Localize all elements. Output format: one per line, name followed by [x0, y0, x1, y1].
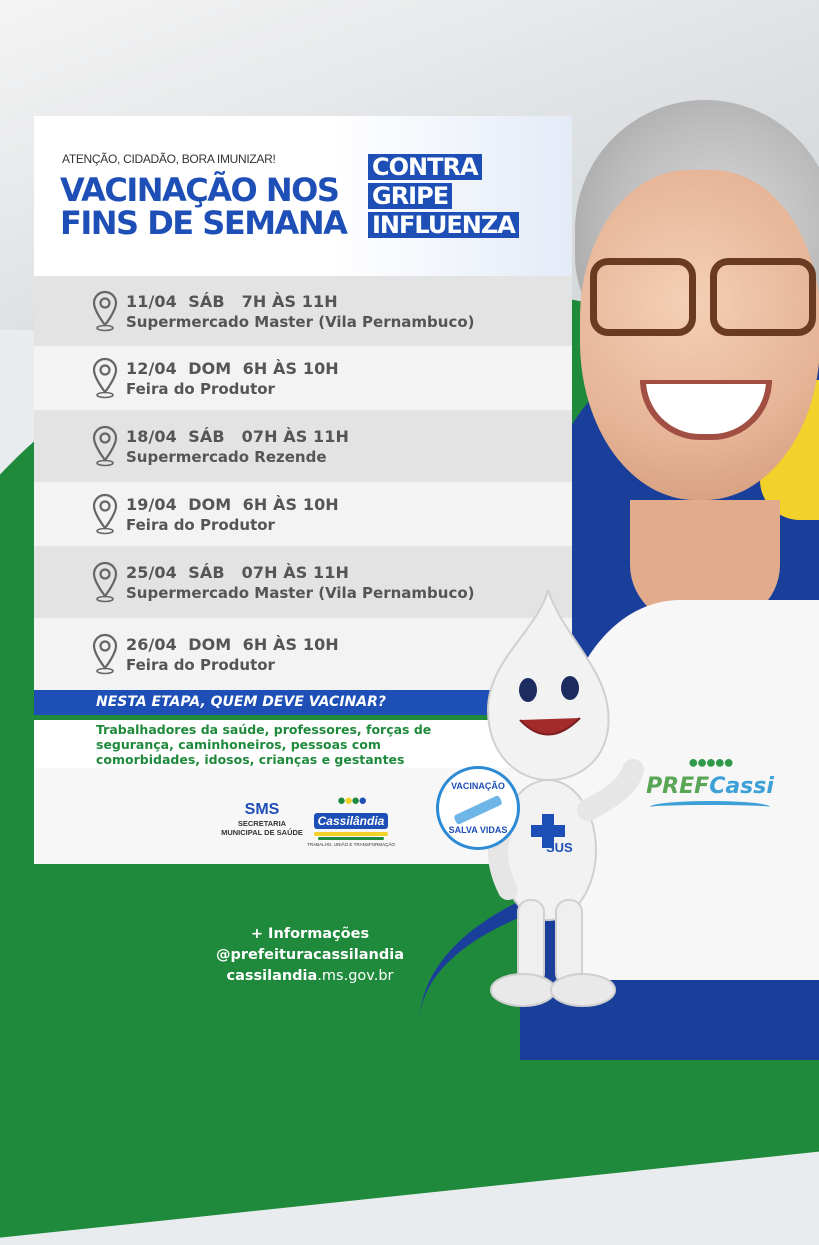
website-name: cassilandia — [226, 968, 318, 984]
people-icon: ●●●● — [336, 792, 366, 809]
schedule-location: Supermercado Master (Vila Pernambuco) — [126, 583, 475, 602]
list-item — [34, 482, 572, 546]
schedule-location: Supermercado Rezende — [126, 447, 327, 466]
sms-logo-sub1: SECRETARIA — [237, 819, 287, 828]
cassilandia-logo-text: Cassilândia — [314, 813, 389, 829]
schedule-date-time: 11/04 SÁB 7H ÀS 11H — [126, 291, 338, 311]
list-item — [34, 276, 572, 346]
map-pin-icon — [92, 633, 118, 675]
campaign-word-1: CONTRA — [368, 154, 482, 180]
etapa-title: NESTA ETAPA, QUEM DEVE VACINAR? — [96, 694, 386, 710]
map-pin-icon — [92, 290, 118, 332]
schedule-location: Supermercado Master (Vila Pernambuco) — [126, 312, 475, 331]
sms-logo-text: SMS — [244, 801, 280, 818]
photo-glasses-left — [590, 258, 696, 336]
card-header — [34, 116, 572, 276]
campaign-label — [368, 154, 519, 241]
list-item — [34, 410, 572, 482]
schedule-location: Feira do Produtor — [126, 655, 275, 674]
prefcassi-logo — [640, 752, 780, 822]
tagline: ATENÇÃO, CIDADÃO, BORA IMUNIZAR! — [62, 152, 276, 166]
schedule-date-time: 19/04 DOM 6H ÀS 10H — [126, 494, 339, 514]
vacinacao-badge — [436, 766, 520, 850]
cassilandia-logo — [306, 792, 396, 847]
map-pin-icon — [92, 561, 118, 603]
syringe-icon — [453, 795, 503, 825]
schedule-date-time: 25/04 SÁB 07H ÀS 11H — [126, 562, 349, 582]
sms-logo-sub2: MUNICIPAL DE SAÚDE — [221, 828, 303, 837]
campaign-word-2: GRIPE — [368, 183, 452, 209]
map-pin-icon — [92, 425, 118, 467]
instagram-handle[interactable]: @prefeituracassilandia — [216, 947, 404, 963]
sus-label: SUS — [546, 840, 573, 855]
logo-stripe-green — [318, 837, 384, 840]
map-pin-icon — [92, 357, 118, 399]
people-icon: ●●●●● — [687, 752, 733, 772]
photo-glasses-right — [710, 258, 816, 336]
etapa-description: Trabalhadores da saúde, professores, forças de segurança, caminhoneiros, pessoas com comorbidades, idosos, crianças e gestantes — [96, 722, 432, 767]
contact-info — [200, 924, 420, 987]
swoosh-icon — [650, 801, 770, 813]
info-label: + Informações — [250, 926, 370, 942]
title-line-2: FINS DE SEMANA — [60, 204, 347, 242]
page-title — [60, 171, 347, 242]
sms-logo — [220, 801, 304, 837]
schedule-date-time: 26/04 DOM 6H ÀS 10H — [126, 634, 339, 654]
badge-top-text: VACINAÇÃO — [451, 781, 505, 791]
map-pin-icon — [92, 493, 118, 535]
website-tld: .ms.gov.br — [317, 968, 394, 984]
schedule-date-time: 12/04 DOM 6H ÀS 10H — [126, 358, 339, 378]
campaign-word-3: INFLUENZA — [368, 212, 519, 238]
badge-bottom-text: SALVA VIDAS — [448, 825, 508, 835]
schedule-location: Feira do Produtor — [126, 379, 275, 398]
cassilandia-motto: TRABALHO, UNIÃO E TRANSFORMAÇÃO — [307, 842, 395, 847]
pref-logo-part1: PREF — [646, 774, 710, 799]
logo-stripe-yellow — [314, 832, 388, 836]
title-line-1: VACINAÇÃO NOS — [60, 171, 339, 209]
schedule-date-time: 18/04 SÁB 07H ÀS 11H — [126, 426, 349, 446]
schedule-location: Feira do Produtor — [126, 515, 275, 534]
pref-logo-part2: Cassi — [709, 774, 774, 799]
website-link[interactable] — [200, 966, 420, 987]
list-item — [34, 346, 572, 410]
